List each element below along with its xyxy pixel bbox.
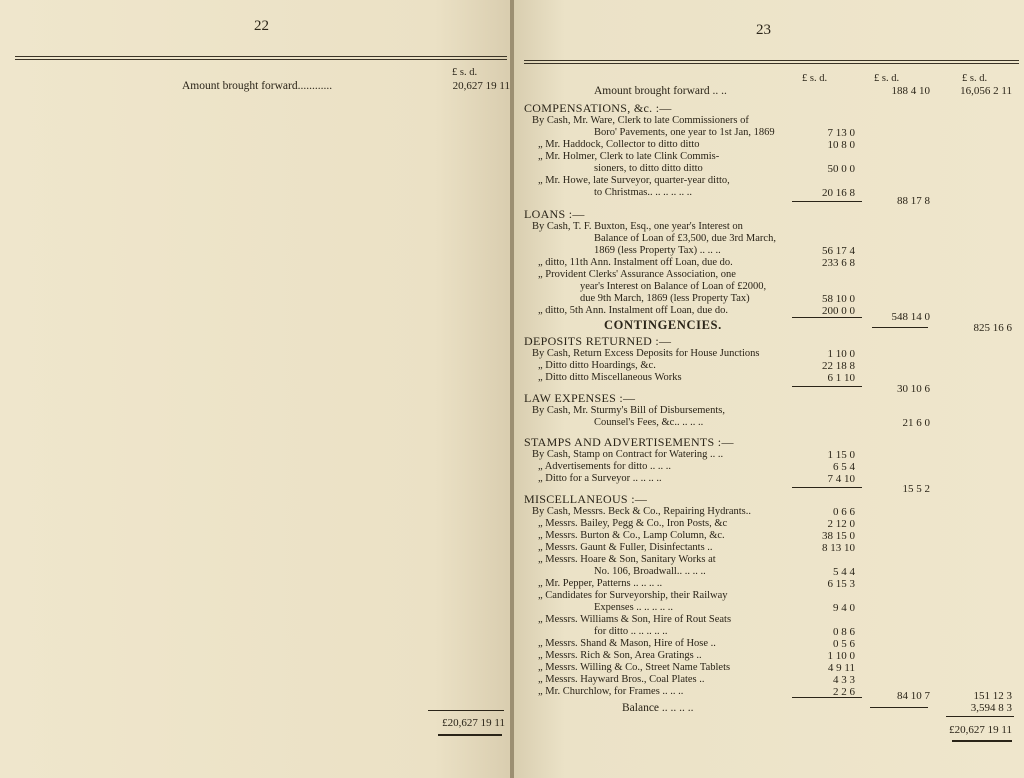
line-value: 6 1 10	[827, 372, 855, 384]
line-value: 56 17 4	[822, 245, 855, 257]
line-item: „ Advertisements for ditto .. .. ..	[538, 461, 671, 472]
section-law: LAW EXPENSES :—	[524, 391, 636, 405]
line-item: sioners, to ditto ditto ditto	[594, 163, 703, 174]
subtotal-deposits: 30 10 6	[897, 383, 930, 395]
subtotal-misc: 84 10 7	[897, 690, 930, 702]
line-item: Balance of Loan of £3,500, due 3rd March,	[594, 233, 776, 244]
line-value: 4 3 3	[833, 674, 855, 686]
line-value: 0 6 6	[833, 506, 855, 518]
brought-forward-label-right: Amount brought forward .. ..	[594, 85, 727, 97]
line-item: Expenses .. .. .. .. ..	[594, 602, 674, 613]
line-value: 233 6 8	[822, 257, 855, 269]
subtotal-stamps: 15 5 2	[902, 483, 930, 495]
line-item: „ Provident Clerks' Assurance Association, one	[538, 269, 736, 280]
right-page	[514, 0, 1024, 778]
line-item: „ Ditto ditto Hoardings, &c.	[538, 360, 656, 371]
line-value: 20 16 8	[822, 187, 855, 199]
line-value: 2 12 0	[827, 518, 855, 530]
subtotal-rule	[792, 487, 862, 488]
header-rule-left-2	[15, 59, 507, 60]
line-value: 1 10 0	[827, 348, 855, 360]
section-compensations: COMPENSATIONS, &c. :—	[524, 101, 672, 115]
balance-label: Balance .. .. .. ..	[622, 702, 694, 714]
col-header-2: £ s. d.	[874, 73, 900, 84]
line-item: „ Mr. Howe, late Surveyor, quarter-year ditto,	[538, 175, 730, 186]
line-item: for ditto .. .. .. .. ..	[594, 626, 668, 637]
line-item: „ Messrs. Shand & Mason, Hire of Hose ..	[538, 638, 716, 649]
line-item: to Christmas.. .. .. .. .. ..	[594, 187, 693, 198]
line-item: 1869 (less Property Tax) .. .. ..	[594, 245, 721, 256]
line-item: „ Mr. Holmer, Clerk to late Clink Commis-	[538, 151, 720, 162]
line-value: 0 5 6	[833, 638, 855, 650]
header-rule-left	[15, 56, 507, 57]
subtotal-misc-c3: 151 12 3	[973, 690, 1012, 702]
line-item: „ Messrs. Bailey, Pegg & Co., Iron Posts, &c	[538, 518, 728, 529]
total-rule-right	[946, 716, 1014, 717]
section-stamps: STAMPS AND ADVERTISEMENTS :—	[524, 435, 734, 449]
total-underline-right	[952, 740, 1012, 742]
subtotal-rule	[792, 317, 862, 318]
brought-forward-amount-left: 20,627 19 11	[452, 80, 510, 92]
line-item: „ Ditto for a Surveyor .. .. .. ..	[538, 473, 662, 484]
subtotal-rule	[792, 201, 862, 202]
header-rule-right-2	[524, 63, 1019, 64]
line-item: By Cash, Messrs. Beck & Co., Repairing Hydrants..	[532, 506, 752, 517]
line-item: „ Candidates for Surveyorship, their Railway	[538, 590, 728, 601]
line-item: „ Messrs. Hayward Bros., Coal Plates ..	[538, 674, 705, 685]
total-rule-left	[428, 710, 504, 711]
line-value: 10 8 0	[827, 139, 855, 151]
line-value: 4 9 11	[827, 662, 855, 674]
line-value: 6 15 3	[827, 578, 855, 590]
line-value: 9 4 0	[833, 602, 855, 614]
line-value: 1 10 0	[827, 650, 855, 662]
line-item: „ Mr. Churchlow, for Frames .. .. ..	[538, 686, 684, 697]
brought-forward-c2: 188 4 10	[891, 85, 930, 97]
subtotal-rule-2	[872, 327, 928, 328]
brought-forward-c3: 16,056 2 11	[960, 85, 1012, 97]
line-item: „ Mr. Haddock, Collector to ditto ditto	[538, 139, 700, 150]
line-item: year's Interest on Balance of Loan of £2000,	[580, 281, 767, 292]
total-underline-left	[438, 734, 502, 736]
subtotal-law: 21 6 0	[902, 417, 930, 429]
page-number-right: 23	[756, 22, 771, 38]
subtotal-rule	[792, 386, 862, 387]
line-item: „ Messrs. Williams & Son, Hire of Rout Seats	[538, 614, 732, 625]
line-item: Boro' Pavements, one year to 1st Jan, 1869	[594, 127, 775, 138]
line-item: due 9th March, 1869 (less Property Tax)	[580, 293, 750, 304]
line-value: 22 18 8	[822, 360, 855, 372]
balance-amount: 3,594 8 3	[970, 702, 1012, 714]
line-value: 0 8 6	[833, 626, 855, 638]
line-item: „ Messrs. Willing & Co., Street Name Tablets	[538, 662, 731, 673]
line-value: 8 13 10	[822, 542, 855, 554]
line-item: „ Messrs. Rich & Son, Area Gratings ..	[538, 650, 702, 661]
total-left: £20,627 19 11	[442, 717, 505, 729]
page-number-left: 22	[254, 18, 269, 34]
subtotal-compensations: 88 17 8	[897, 195, 930, 207]
line-item: „ Messrs. Burton & Co., Lamp Column, &c.	[538, 530, 725, 541]
col-header-1: £ s. d.	[802, 73, 828, 84]
line-item: By Cash, Mr. Sturmy's Bill of Disbursements,	[532, 405, 725, 416]
line-value: 50 0 0	[827, 163, 855, 175]
subtotal-rule	[792, 697, 862, 698]
line-item: No. 106, Broadwall.. .. .. ..	[594, 566, 706, 577]
line-item: „ Ditto ditto Miscellaneous Works	[538, 372, 682, 383]
line-value: 2 2 6	[833, 686, 855, 698]
brought-forward-label-left: Amount brought forward............	[182, 80, 333, 92]
subtotal-loans: 548 14 0	[891, 311, 930, 323]
line-item: „ ditto, 5th Ann. Instalment off Loan, due do.	[538, 305, 728, 316]
line-value: 7 4 10	[827, 473, 855, 485]
balance-rule	[870, 707, 928, 708]
section-contingencies: CONTINGENCIES.	[604, 318, 722, 332]
line-value: 58 10 0	[822, 293, 855, 305]
col-header-left: £ s. d.	[452, 67, 478, 78]
contingencies-total: 825 16 6	[973, 322, 1012, 334]
line-item: „ Messrs. Gaunt & Fuller, Disinfectants ..	[538, 542, 713, 553]
col-header-3: £ s. d.	[962, 73, 988, 84]
line-value: 1 15 0	[827, 449, 855, 461]
line-item: Counsel's Fees, &c.. .. .. ..	[594, 417, 704, 428]
line-item: By Cash, Stamp on Contract for Watering .. ..	[532, 449, 724, 460]
line-item: „ Messrs. Hoare & Son, Sanitary Works at	[538, 554, 716, 565]
line-item: „ Mr. Pepper, Patterns .. .. .. ..	[538, 578, 663, 589]
line-value: 7 13 0	[827, 127, 855, 139]
line-item: By Cash, Mr. Ware, Clerk to late Commissioners of	[532, 115, 749, 126]
section-misc: MISCELLANEOUS :—	[524, 492, 648, 506]
line-value: 38 15 0	[822, 530, 855, 542]
line-item: By Cash, Return Excess Deposits for House Junctions	[532, 348, 760, 359]
line-value: 200 0 0	[822, 305, 855, 317]
header-rule-right	[524, 60, 1019, 61]
line-item: „ ditto, 11th Ann. Instalment off Loan, due do.	[538, 257, 733, 268]
section-deposits: DEPOSITS RETURNED :—	[524, 334, 672, 348]
line-value: 6 5 4	[833, 461, 855, 473]
line-item: By Cash, T. F. Buxton, Esq., one year's Interest on	[532, 221, 743, 232]
line-value: 5 4 4	[833, 566, 855, 578]
total-right: £20,627 19 11	[949, 724, 1012, 736]
section-loans: LOANS :—	[524, 207, 585, 221]
